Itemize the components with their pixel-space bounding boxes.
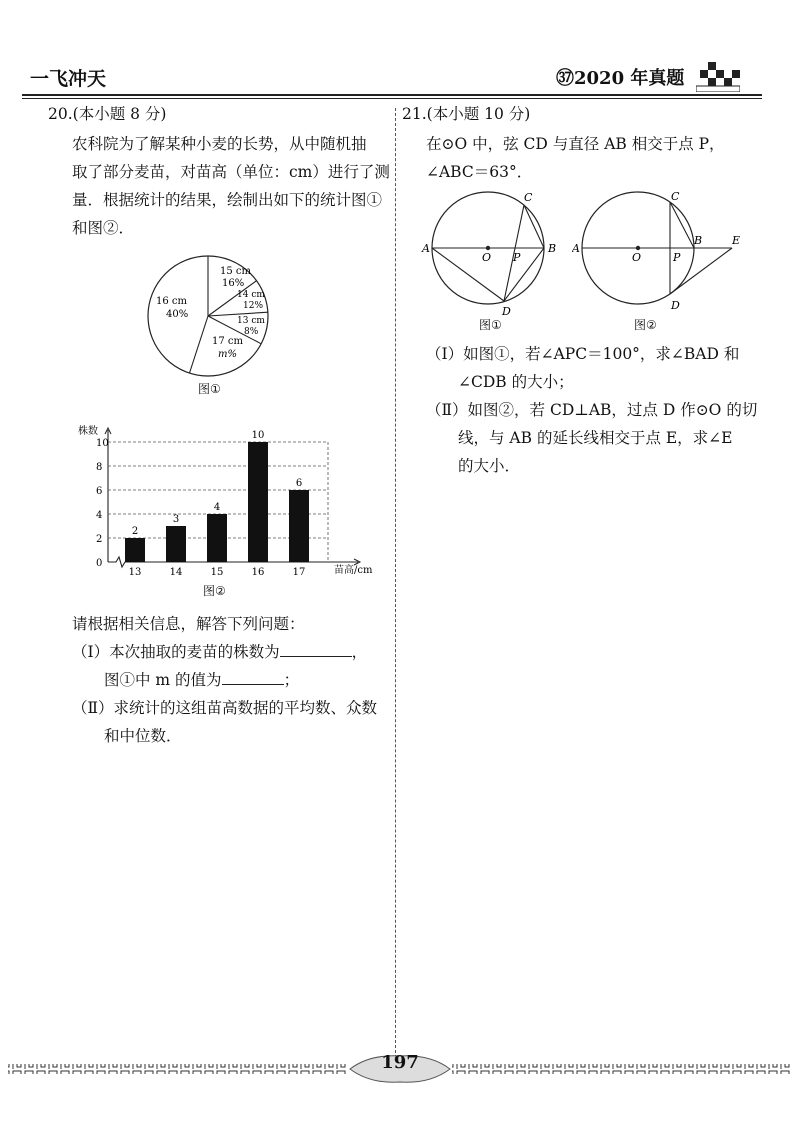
pie-slice-pct: 40% bbox=[166, 309, 189, 320]
point-label-o: O bbox=[482, 251, 492, 264]
bar bbox=[125, 538, 145, 562]
q20-number: 20. bbox=[48, 105, 73, 123]
q20-part2-line1: （Ⅱ）求统计的这组苗高数据的平均数、众数 bbox=[72, 699, 378, 717]
bar bbox=[207, 514, 227, 562]
q21-part2-line3: 的大小． bbox=[458, 457, 521, 475]
pie-slice-label: 13 cm bbox=[237, 316, 265, 326]
point-label-c: C bbox=[671, 190, 680, 203]
center-point bbox=[636, 246, 640, 250]
pie-slice-label: 16 cm bbox=[156, 296, 187, 307]
point-label-d: D bbox=[671, 299, 680, 312]
fig1-caption: 图① bbox=[479, 318, 502, 332]
y-tick-label: 10 bbox=[96, 438, 109, 449]
segment-cb bbox=[670, 202, 694, 248]
x-tick-label: 14 bbox=[169, 567, 183, 578]
x-tick-label: 16 bbox=[251, 567, 265, 578]
center-point bbox=[486, 246, 490, 250]
q20-part1-m-text: 图①中 m 的值为 bbox=[104, 671, 222, 689]
header-rule bbox=[22, 94, 762, 96]
pie-slice-pct: 16% bbox=[222, 278, 245, 289]
point-label-b: B bbox=[548, 242, 557, 255]
bar-value-label: 2 bbox=[131, 526, 139, 537]
point-label-a: A bbox=[422, 242, 430, 255]
q20-part1-line2 bbox=[104, 666, 299, 694]
circle-figure-1 bbox=[420, 188, 560, 328]
checker-decoration-icon bbox=[696, 62, 740, 92]
bar bbox=[166, 526, 186, 562]
bar-chart bbox=[72, 420, 392, 580]
pie-caption: 图① bbox=[198, 382, 221, 396]
segment-cb bbox=[524, 205, 544, 248]
q20-heading bbox=[48, 100, 166, 128]
brand-title: 一飞冲天 bbox=[30, 68, 107, 90]
fig2-caption: 图② bbox=[634, 318, 657, 332]
pie-slice-pct: 12% bbox=[243, 301, 264, 311]
pie-slice-label: 15 cm bbox=[220, 266, 251, 277]
x-tick-label: 15 bbox=[210, 567, 224, 578]
q20-intro-line2: 取了部分麦苗，对苗高（单位：cm）进行了测 bbox=[72, 163, 390, 181]
q21-number: 21. bbox=[402, 105, 427, 123]
q20-intro-line3: 量．根据统计的结果，绘制出如下的统计图① bbox=[72, 191, 383, 209]
column-divider bbox=[395, 108, 396, 1058]
q20-intro-line1: 农科院为了解某种小麦的长势，从中随机抽 bbox=[72, 135, 367, 153]
answer-blank[interactable] bbox=[280, 638, 352, 657]
bar-value-label: 4 bbox=[213, 502, 221, 513]
bar-caption: 图② bbox=[203, 584, 226, 598]
x-tick-label: 17 bbox=[292, 567, 306, 578]
answer-blank[interactable] bbox=[222, 666, 284, 685]
y-tick-label: 8 bbox=[96, 462, 103, 473]
x-axis-label: 苗高/cm bbox=[334, 565, 373, 576]
x-axis bbox=[108, 557, 358, 567]
pie-slice-label: 14 cm bbox=[237, 290, 265, 300]
q21-points: (本小题 10 分) bbox=[426, 105, 531, 123]
q20-part1-comma: ， bbox=[351, 643, 368, 661]
q20-part2-line2: 和中位数． bbox=[104, 727, 182, 745]
header-rule-thin bbox=[22, 98, 762, 99]
bar-value-label: 10 bbox=[251, 430, 265, 441]
bar bbox=[289, 490, 309, 562]
point-label-e: E bbox=[732, 234, 741, 247]
q20-part1-text: （Ⅰ）本次抽取的麦苗的株数为 bbox=[72, 643, 280, 661]
y-tick-label: 6 bbox=[96, 486, 103, 497]
q20-intro-line4: 和图②． bbox=[72, 219, 135, 237]
page-number: 197 bbox=[381, 1052, 419, 1073]
point-label-d: D bbox=[502, 305, 511, 318]
point-label-a: A bbox=[572, 242, 580, 255]
bar-value-label: 3 bbox=[172, 514, 180, 525]
y-tick-label: 2 bbox=[96, 534, 103, 545]
y-tick-label: 0 bbox=[96, 558, 103, 569]
q20-points: (本小题 8 分) bbox=[72, 105, 167, 123]
y-tick-label: 4 bbox=[96, 510, 103, 521]
point-label-b: B bbox=[694, 234, 703, 247]
q20-part1-line1 bbox=[72, 638, 367, 666]
pie-slice-pct: m% bbox=[218, 349, 237, 360]
y-axis-label: 株数 bbox=[78, 426, 98, 437]
circle-figure-2 bbox=[572, 188, 752, 328]
point-label-p: P bbox=[673, 251, 681, 264]
pie-slice-label: 17 cm bbox=[212, 336, 243, 347]
point-label-o: O bbox=[632, 251, 642, 264]
edition-label: ㊲2020 年真题 bbox=[556, 68, 685, 89]
bar bbox=[248, 442, 268, 562]
q21-heading bbox=[402, 100, 530, 128]
q20-part1-semicolon: ； bbox=[283, 671, 300, 689]
point-label-p: P bbox=[513, 251, 521, 264]
q21-part1-line2: ∠CDB 的大小； bbox=[458, 373, 574, 391]
q21-intro-line2: ∠ABC＝63°． bbox=[426, 163, 533, 181]
segment-ad bbox=[432, 248, 504, 301]
pie-slice-pct: 8% bbox=[244, 327, 259, 337]
q21-part2-line1: （Ⅱ）如图②，若 CD⊥AB，过点 D 作⊙O 的切 bbox=[426, 401, 758, 419]
q21-intro-line1: 在⊙O 中，弦 CD 与直径 AB 相交于点 P， bbox=[426, 135, 725, 153]
point-label-c: C bbox=[524, 191, 533, 204]
bar-value-label: 6 bbox=[295, 478, 303, 489]
x-tick-label: 13 bbox=[128, 567, 142, 578]
q20-prompt: 请根据相关信息，解答下列问题： bbox=[72, 615, 305, 633]
q21-part2-line2: 线，与 AB 的延长线相交于点 E，求∠E bbox=[458, 429, 733, 447]
q21-part1-line1: （Ⅰ）如图①，若∠APC＝100°，求∠BAD 和 bbox=[426, 345, 740, 363]
